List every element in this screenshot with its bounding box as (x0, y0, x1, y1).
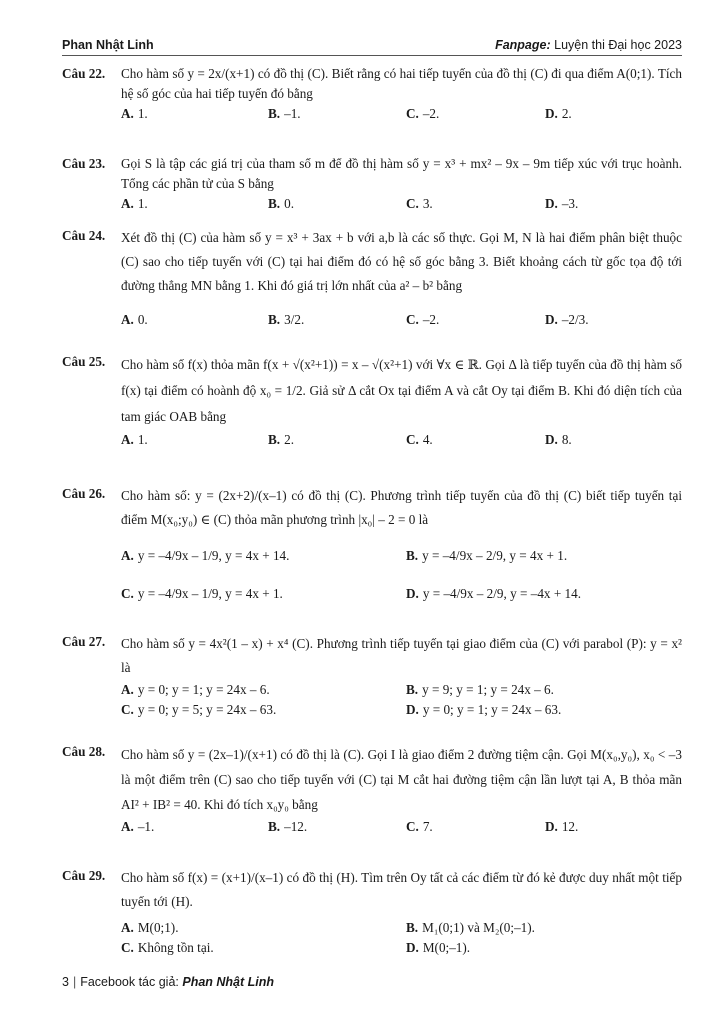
option-d: D. y = –4/9x – 2/9, y = –4x + 14. (406, 586, 582, 601)
question-28 (62, 742, 682, 837)
question-27 (62, 632, 682, 720)
option-b: B. –1. (268, 106, 301, 121)
header-fanpage (495, 38, 682, 52)
option-b: B. y = –4/9x – 2/9, y = 4x + 1. (406, 548, 568, 563)
question-number: Câu 24. (62, 228, 106, 243)
options-row (121, 194, 682, 214)
question-23 (62, 154, 682, 214)
question-number: Câu 25. (62, 354, 106, 369)
header-fanpage-value: Luyện thi Đại học 2023 (554, 38, 682, 52)
options-row (121, 918, 682, 938)
option-a: A. 1. (121, 106, 148, 121)
option-b: B. M₁(0;1) và M₂(0;–1). (406, 920, 535, 935)
option-d: D. M(0;–1). (406, 940, 471, 955)
question-26 (62, 484, 682, 604)
question-text: Cho hàm số y = 4x²(1 – x) + x⁴ (C). Phương trình tiếp tuyến tại giao điểm của (C) với parabol (P): y = x² là (121, 636, 682, 675)
option-a: A. –1. (121, 819, 155, 834)
header-author: Phan Nhật Linh (62, 38, 154, 52)
page-header (62, 38, 682, 56)
option-b: B. –12. (268, 819, 308, 834)
option-a: A. y = –4/9x – 1/9, y = 4x + 14. (121, 548, 290, 563)
option-d: D. –3. (545, 196, 579, 211)
option-c: C. y = 0; y = 5; y = 24x – 63. (121, 702, 277, 717)
options-row (121, 938, 682, 958)
options-row (121, 700, 682, 720)
question-number: Câu 29. (62, 868, 106, 883)
option-b: B. 2. (268, 432, 294, 447)
option-d: D. y = 0; y = 1; y = 24x – 63. (406, 702, 562, 717)
question-24 (62, 226, 682, 330)
question-text: Cho hàm số: y = (2x+2)/(x–1) có đồ thị (C). Phương trình tiếp tuyến của đồ thị (C) biết tiếp tuyến tại điểm M(x₀;y₀) ∈ (C) thỏa mãn phương trình |x₀| – 2 = 0 là (121, 488, 682, 527)
options-row (121, 430, 682, 450)
footer-author-link[interactable]: Phan Nhật Linh (182, 975, 275, 989)
option-c: C. 3. (406, 196, 433, 211)
option-d: D. 8. (545, 432, 572, 447)
question-25 (62, 352, 682, 450)
option-d: D. 12. (545, 819, 579, 834)
question-text: Cho hàm số f(x) thỏa mãn f(x + √(x²+1)) = x – √(x²+1) với ∀x ∈ ℝ. Gọi Δ là tiếp tuyến của đồ thị hàm số f(x) tại điểm có hoành độ x₀ = 1/2. Giả sử Δ cắt Ox tại điểm A và cắt Oy tại điểm B. Khi đó diện tích của tam giác OAB bằng (121, 357, 682, 424)
option-c: C. 7. (406, 819, 433, 834)
option-a: A. y = 0; y = 1; y = 24x – 6. (121, 682, 270, 697)
options-row (121, 817, 682, 837)
option-a: A. 0. (121, 312, 148, 327)
question-number: Câu 27. (62, 634, 106, 649)
option-a: A. 1. (121, 432, 148, 447)
question-text: Cho hàm số f(x) = (x+1)/(x–1) có đồ thị (H). Tìm trên Oy tất cả các điểm từ đó kẻ được duy nhất một tiếp tuyến tới (H). (121, 870, 682, 909)
option-c: C. 4. (406, 432, 433, 447)
option-a: A. 1. (121, 196, 148, 211)
options-row (121, 546, 682, 566)
footer-label: Facebook tác giả: (80, 975, 179, 989)
question-text: Cho hàm số y = (2x–1)/(x+1) có đồ thị là (C). Gọi I là giao điểm 2 đường tiệm cận. Gọi M(x₀,y₀), x₀ < –3 là một điểm trên (C) sao cho tiếp tuyến với (C) tại M cắt hai đường tiệm cận lần lượt tại A, B thỏa mãn AI² + IB² = 40. Khi đó tích x₀y₀ bằng (121, 747, 682, 812)
question-number: Câu 28. (62, 744, 106, 759)
option-b: B. 3/2. (268, 312, 305, 327)
footer-separator: | (72, 975, 77, 989)
option-c: C. –2. (406, 312, 440, 327)
options-row (121, 104, 682, 124)
header-fanpage-label: Fanpage: (495, 38, 551, 52)
question-text: Xét đồ thị (C) của hàm số y = x³ + 3ax + b với a,b là các số thực. Gọi M, N là hai điểm phân biệt thuộc (C) sao cho tiếp tuyến với (C) tại hai điểm đó có hệ số góc bằng 3. Biết khoảng cách từ gốc tọa độ tới đường thẳng MN bằng 1. Khi đó giá trị lớn nhất của a² – b² bằng (121, 230, 682, 293)
options-row (121, 310, 682, 330)
option-d: D. 2. (545, 106, 572, 121)
question-22 (62, 64, 682, 124)
question-number: Câu 23. (62, 156, 106, 171)
option-c: C. –2. (406, 106, 440, 121)
option-c: C. Không tồn tại. (121, 940, 214, 955)
page-number: 3 (62, 975, 69, 989)
question-number: Câu 22. (62, 66, 106, 81)
question-text: Gọi S là tập các giá trị của tham số m để đồ thị hàm số y = x³ + mx² – 9x – 9m tiếp xúc với trục hoành. Tổng các phần tử của S bằng (121, 156, 682, 191)
question-text: Cho hàm số y = 2x/(x+1) có đồ thị (C). Biết rằng có hai tiếp tuyến của đồ thị (C) đi qua điểm A(0;1). Tích hệ số góc của hai tiếp tuyến đó bằng (121, 66, 682, 101)
option-b: B. 0. (268, 196, 294, 211)
options-row (121, 584, 682, 604)
option-d: D. –2/3. (545, 312, 589, 327)
option-b: B. y = 9; y = 1; y = 24x – 6. (406, 682, 554, 697)
page-footer (62, 975, 274, 989)
question-29 (62, 866, 682, 958)
option-a: A. M(0;1). (121, 920, 179, 935)
options-row (121, 680, 682, 700)
option-c: C. y = –4/9x – 1/9, y = 4x + 1. (121, 586, 283, 601)
question-number: Câu 26. (62, 486, 106, 501)
